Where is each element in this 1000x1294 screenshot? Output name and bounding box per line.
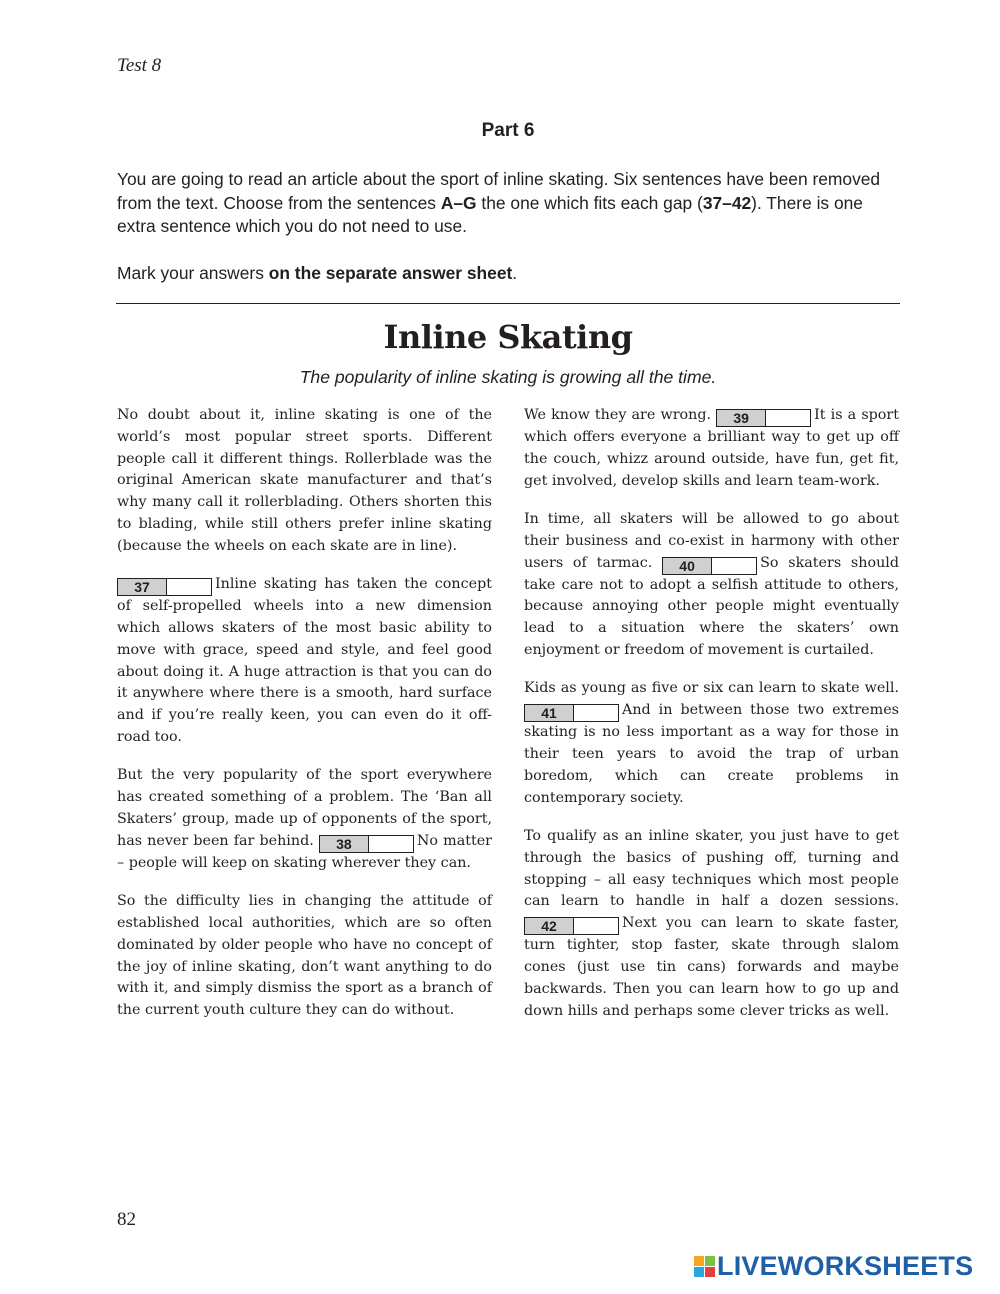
mark-answers-paragraph [117,262,902,286]
instructions-bold-options: A–G [440,192,477,213]
gap-37-box[interactable] [117,578,212,596]
article-paragraph: So the difficulty lies in changing the attitude of established local authorities, which are so often dominated by older people who have no concept of the joy of inline skating, don’t want anything to do with it, and simply dismiss the sport as a branch of the current youth culture they can do without. [117,893,492,1019]
article-subtitle: The popularity of inline skating is growing all the time. [299,367,717,387]
page-number: 82 [117,1209,136,1230]
gap-answer-field[interactable] [766,410,810,426]
gap-number: 38 [320,836,369,852]
article-text: We know they are wrong. [524,407,717,423]
gap-number: 42 [525,918,574,934]
gap-answer-field[interactable] [369,836,413,852]
article-paragraph [117,574,492,749]
gap-number: 40 [663,558,712,574]
article-paragraph [524,405,899,492]
gap-answer-field[interactable] [574,705,618,721]
article-text: Next you can learn to skate faster, turn tighter, stop faster, skate through slalom cones (just use tin cans) forwards and maybe backwards. Then you can learn how to go up and down hills and perhaps some clever tricks as well. [524,915,899,1019]
part-title: Part 6 [481,120,535,141]
article-text: And in between those two extremes skating is no less important as a way for those in their teen years to avoid the trap of urban boredom, which can create problems in contemporary society. [524,702,899,806]
gap-number: 41 [525,705,574,721]
article-text: No matter – people will keep on skating wherever they can. [117,832,493,871]
gap-40-box[interactable] [662,557,757,575]
article-text: Inline skating has taken the concept of self-propelled wheels into a new dimension which allows skaters of the most basic ability to move with grace, speed and style, and feel good about doing it. A huge attraction is that you can do it anywhere where there is a smooth, hard surface and if you’re really keen, you can even do it off-road too. [117,576,492,745]
instructions-text: ). There is one extra sentence which you do not need to use. [117,192,863,236]
gap-answer-field[interactable] [574,918,618,934]
article-text: But the very popularity of the sport everywhere has created something of a problem. The ‘Ban all Skaters’ group, made up of opponents of the sport, has never been far behind. [117,767,492,849]
gap-number: 39 [717,410,766,426]
article-text: It is a sport which offers everyone a brilliant way to get up off the couch, whizz around outside, have fun, get fit, get involved, develop skills and learn team-work. [524,407,899,489]
divider-line [116,303,900,304]
liveworksheets-logo-icon [694,1256,715,1277]
instructions-text: the one which fits each gap ( [476,192,703,213]
article-title: Inline Skating [383,318,633,356]
article-text: Kids as young as five or six can learn to skate well. [524,680,899,697]
instructions-bold-answer-sheet: on the separate answer sheet [268,262,513,283]
instructions-text: You are going to read an article about the sport of inline skating. Six sentences have been removed from the text. Choose from the sentences [117,169,881,213]
article-paragraph: No doubt about it, inline skating is one of the world’s most popular street sports. Different people call it different things. Rollerblade was the original American skate manufacturer and that’s why many call it rollerblading. Others shorten this to blading, while still others prefer inline skating (because the wheels on each skate are in line). [117,407,492,554]
liveworksheets-brand[interactable] [694,1251,973,1281]
article-paragraph [524,678,899,809]
article-text: In time, all skaters will be allowed to go about their business and co-exist in harmony with other users of tarmac. [524,510,899,571]
instructions [117,168,902,285]
brand-name: LIVEWORKSHEETS [717,1251,974,1281]
article-column-right [524,405,899,1039]
instructions-text: Mark your answers [117,262,269,283]
gap-answer-field[interactable] [712,558,756,574]
article-text: So skaters should take care not to adopt a selfish attitude to others, because annoying other people might eventually lead to a situation where the skaters’ own enjoyment or freedom of movement is curtailed. [524,554,899,658]
gap-answer-field[interactable] [167,579,211,595]
article-text: To qualify as an inline skater, you just have to get through the basics of pushing off, turning and stopping – all easy techniques which most people can learn to handle in half a dozen sessions. [524,827,899,910]
article-column-left [117,405,492,1039]
instructions-text: . [512,262,518,283]
article-paragraph [117,765,492,874]
page-header: Test 8 [117,55,162,76]
gap-41-box[interactable] [524,704,619,722]
instructions-paragraph [117,168,902,239]
instructions-bold-gaps: 37–42 [702,192,752,213]
article-paragraph [524,509,899,662]
article-paragraph [524,826,899,1022]
gap-number: 37 [118,579,167,595]
gap-42-box[interactable] [524,917,619,935]
gap-39-box[interactable] [716,409,811,427]
gap-38-box[interactable] [319,835,414,853]
